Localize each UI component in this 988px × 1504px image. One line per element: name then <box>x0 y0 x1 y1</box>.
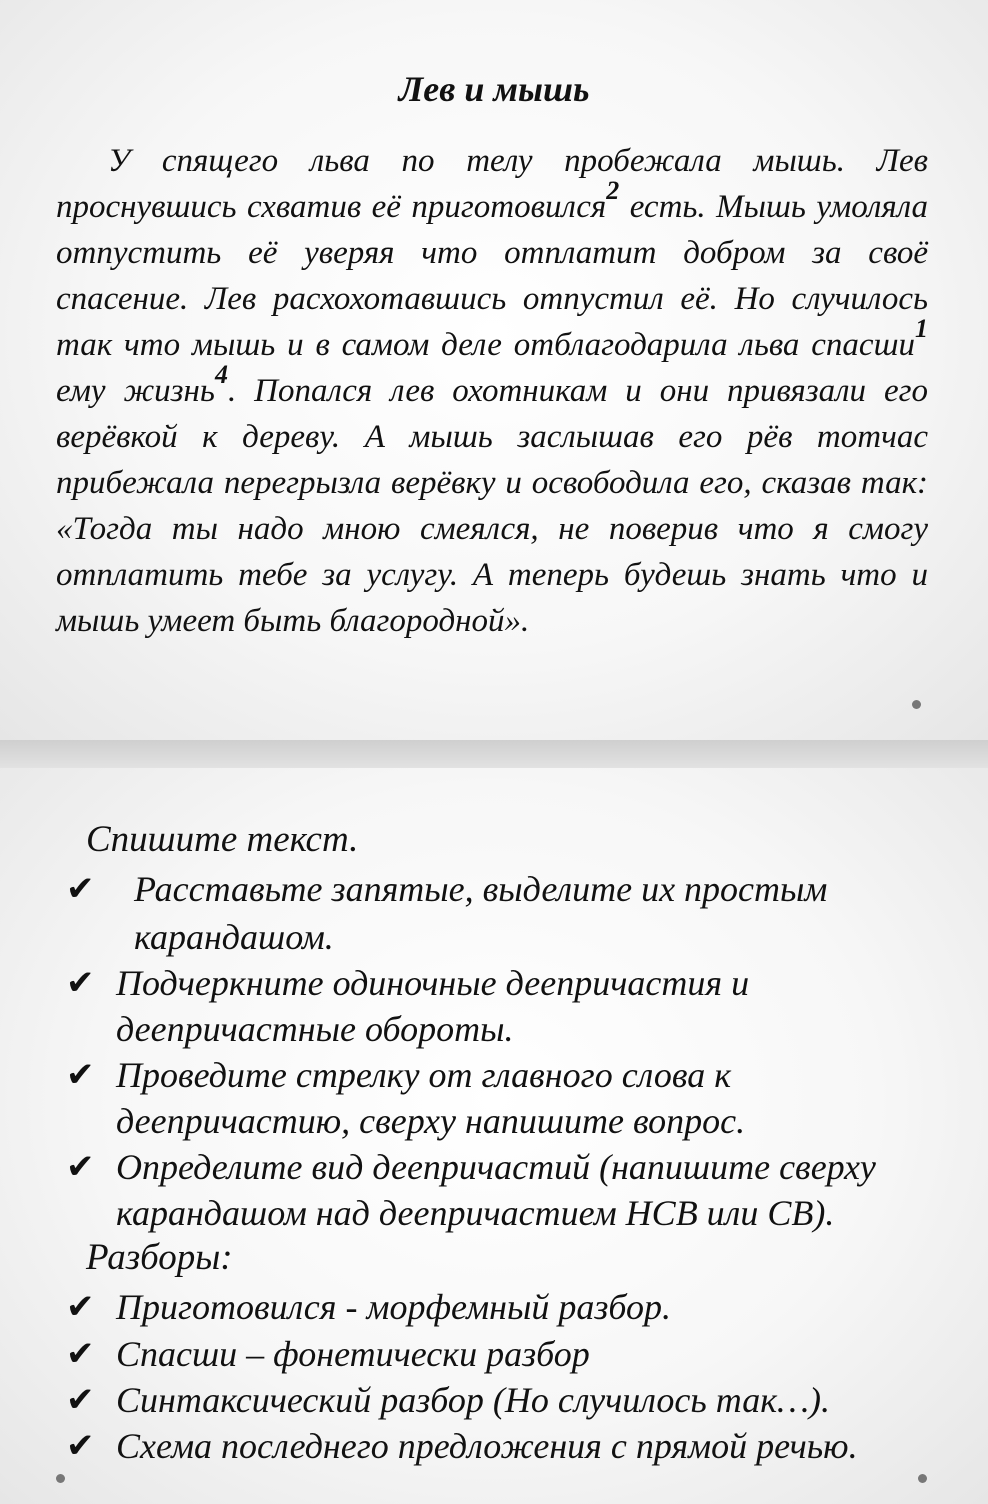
analysis-text: Синтаксический разбор (Но случилось так…). <box>116 1380 831 1420</box>
story-text-part-3: ему жизнь <box>56 373 215 409</box>
intro-text: Спишите текст. <box>86 819 359 860</box>
story-text-part-1: У спящего льва по телу пробежала мышь. Лев проснувшись схватив её приготовился <box>56 143 928 225</box>
slide-dot <box>56 1474 65 1483</box>
analysis-heading: Разборы: <box>86 1237 233 1278</box>
checkmark-icon: ✔ <box>66 1287 95 1327</box>
task-text: карандашом над деепричастием НСВ или СВ). <box>116 1193 835 1233</box>
parse-mark-4: 4 <box>214 360 228 389</box>
story-text <box>56 138 928 644</box>
slide-dot <box>912 700 921 709</box>
analysis-text: Схема последнего предложения с прямой речью. <box>116 1426 858 1466</box>
checkmark-icon: ✔ <box>66 1055 95 1095</box>
task-text: Определите вид деепричастий (напишите сверху <box>116 1147 876 1187</box>
task-text: деепричастию, сверху напишите вопрос. <box>116 1101 746 1141</box>
story-slide <box>0 0 988 740</box>
checkmark-icon: ✔ <box>66 1147 95 1187</box>
task-text: деепричастные обороты. <box>116 1009 514 1049</box>
task-text: карандашом. <box>134 917 334 957</box>
story-text-part-4: . Попался лев охотникам и они привязали его верёвкой к дереву. А мышь заслышав его рёв тотчас прибежала перегрызла верёвку и освободила его, сказав так: «Тогда ты надо мною смеялся, не поверив что я смогу отплатить тебе за услугу. А теперь будешь знать что и мышь умеет быть благородной». <box>56 373 928 639</box>
checkmark-icon: ✔ <box>66 1380 95 1420</box>
parse-mark-2: 2 <box>606 176 620 205</box>
analysis-text: Приготовился - морфемный разбор. <box>116 1287 672 1327</box>
checkmark-icon: ✔ <box>66 1334 95 1374</box>
checkmark-icon: ✔ <box>66 869 95 909</box>
slide-separator <box>0 740 988 768</box>
analysis-text: Спасши – фонетически разбор <box>116 1334 590 1374</box>
checkmark-icon: ✔ <box>66 963 95 1003</box>
slide-dot <box>918 1474 927 1483</box>
task-text: Подчеркните одиночные деепричастия и <box>116 963 750 1003</box>
story-text-part-2: есть. Мышь умоляла отпустить её уверяя что отплатит добром за своё спасение. Лев расхохотавшись отпустил её. Но случилось так что мышь и в самом деле отблагодарила льва спасши <box>56 189 928 363</box>
story-title: Лев и мышь <box>398 69 590 109</box>
parse-mark-1: 1 <box>915 314 928 343</box>
task-text: Проведите стрелку от главного слова к <box>116 1055 732 1095</box>
checkmark-icon: ✔ <box>66 1426 95 1466</box>
task-text: Расставьте запятые, выделите их простым <box>134 869 828 909</box>
